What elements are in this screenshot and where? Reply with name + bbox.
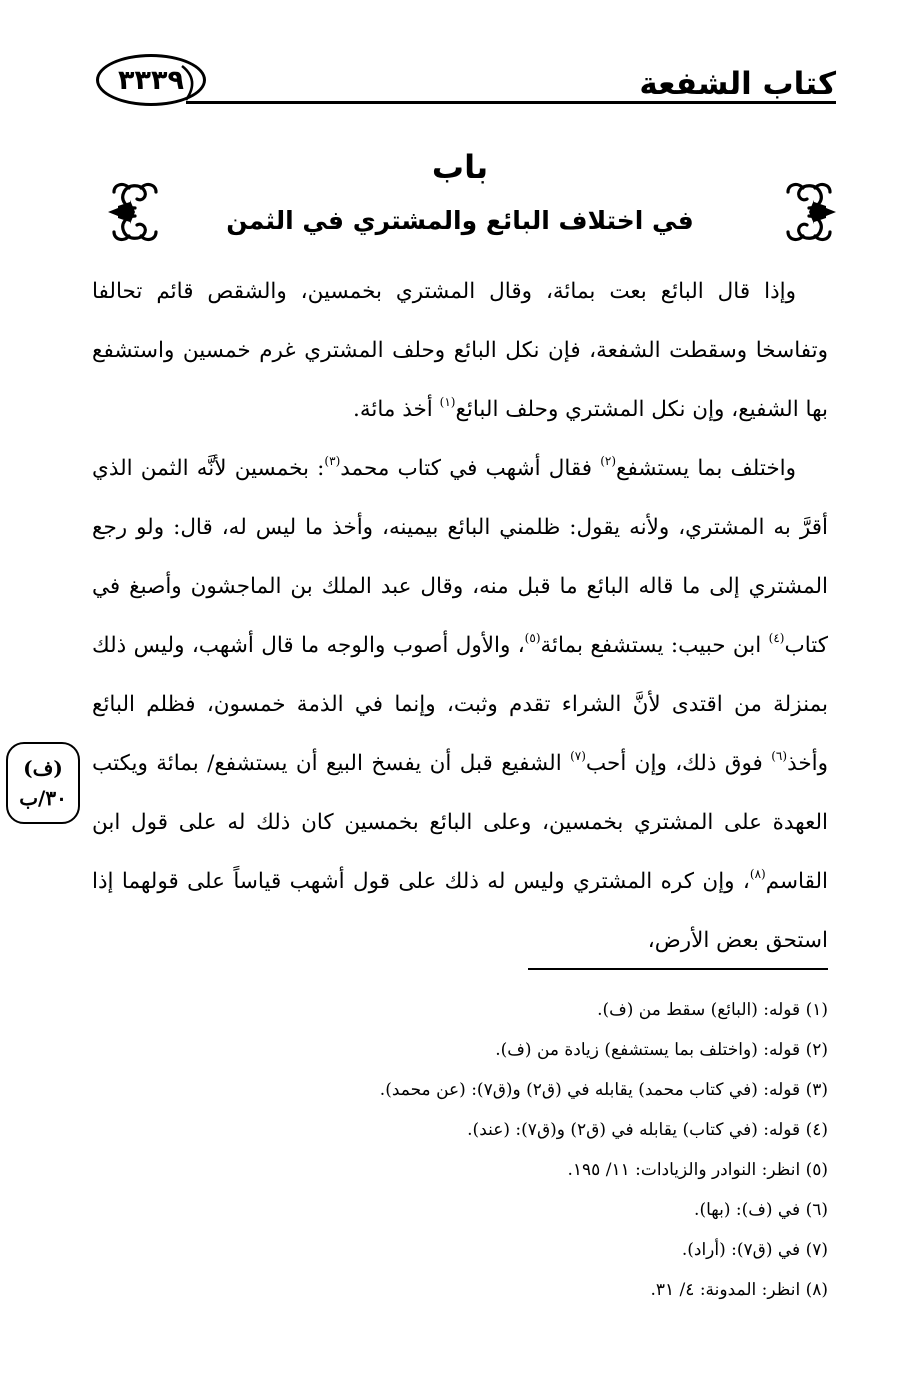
- footnote-ref: (٨): [749, 867, 766, 881]
- footnote-ref: (٥): [524, 631, 541, 645]
- page-number: ٣٣٣٩: [96, 54, 206, 106]
- footnote: (٢) قوله: (واختلف بما يستشفع) زيادة من (ف).: [495, 1040, 828, 1060]
- footnote: (٦) في (ف): (بها).: [694, 1200, 828, 1220]
- manuscript-margin-note: [6, 742, 80, 824]
- text-run: وإذا قال البائع بعت بمائة، وقال المشتري بخمسين، والشقص قائم تحالفا وتفاسخا وسقطت الشفعة، فإن نكل البائع وحلف المشتري غرم خمسين واستشفع بها الشفيع، وإن نكل المشتري وحلف البائع: [92, 279, 828, 422]
- footnote-ref: (٧): [570, 749, 586, 763]
- footnote-separator: [528, 968, 828, 970]
- footnote: (١) قوله: (البائع) سقط من (ف).: [597, 1000, 828, 1020]
- chapter-heading: باب: [431, 148, 489, 186]
- header-rule: [186, 101, 836, 104]
- footnote: (٤) قوله: (في كتاب) يقابله في (ق٢) و(ق٧): (عند).: [467, 1120, 828, 1140]
- footnote: (٧) في (ق٧): (أراد).: [681, 1240, 828, 1260]
- text-run: ، وإن كره المشتري وليس له ذلك على قول أشهب قياساً على قولهما إذا استحق بعض الأرض،: [92, 869, 828, 953]
- footnote-ref: (١): [439, 395, 456, 409]
- footnote-ref: (٤): [768, 631, 785, 645]
- body-text: [92, 262, 828, 970]
- paragraph-1: [92, 262, 828, 439]
- running-header-title: كتاب الشفعة: [639, 66, 836, 102]
- footnote-ref: (٢): [600, 454, 617, 468]
- paragraph-2: [92, 439, 828, 970]
- margin-note-folio: ٣٠/ب: [19, 786, 67, 810]
- text-run: ، والأول أصوب والوجه ما قال أشهب، وليس ذلك بمنزلة من اقتدى لأنَّ الشراء تقدم وثبت، وإنما في الذمة خمسون، فظلم البائع وأخذ: [92, 633, 828, 776]
- footnote: (٣) قوله: (في كتاب محمد) يقابله في (ق٢) و(ق٧): (عن محمد).: [379, 1080, 828, 1100]
- margin-note-siglum: (ف): [23, 756, 63, 780]
- text-run: فوق ذلك، وإن أحب: [585, 751, 772, 776]
- text-run: أخذ مائة.: [352, 397, 440, 422]
- page-number-swash: [180, 62, 204, 102]
- text-run: ابن حبيب: يستشفع بمائة: [540, 633, 769, 658]
- footnote: (٨) انظر: المدونة: ٤/ ٣١.: [650, 1280, 828, 1300]
- footnote-ref: (٦): [771, 749, 788, 763]
- footnotes: [92, 990, 828, 1310]
- footnote-ref: (٣): [324, 454, 341, 468]
- text-run: واختلف بما يستشفع: [616, 456, 796, 481]
- text-run: الشفيع قبل أن يفسخ البيع أن يستشفع/ بمائة ويكتب العهدة على المشتري بخمسين، وعلى البائع بخمسين كان ذلك له على قول ابن القاسم: [92, 751, 828, 894]
- text-run: فقال أشهب في كتاب محمد: [340, 456, 601, 481]
- footnote: (٥) انظر: النوادر والزيادات: ١١/ ١٩٥.: [567, 1160, 828, 1180]
- chapter-subheading: في اختلاف البائع والمشتري في الثمن: [226, 206, 694, 235]
- text-run: : بخمسين لأنَّه الثمن الذي أقرَّ به المشتري، ولأنه يقول: ظلمني البائع بيمينه، وأخذ ما ليس له، قال: ولو رجع المشتري إلى ما قاله البائع ما قبل منه، وقال عبد الملك بن الماجشون وأصبغ في كتاب: [92, 456, 828, 658]
